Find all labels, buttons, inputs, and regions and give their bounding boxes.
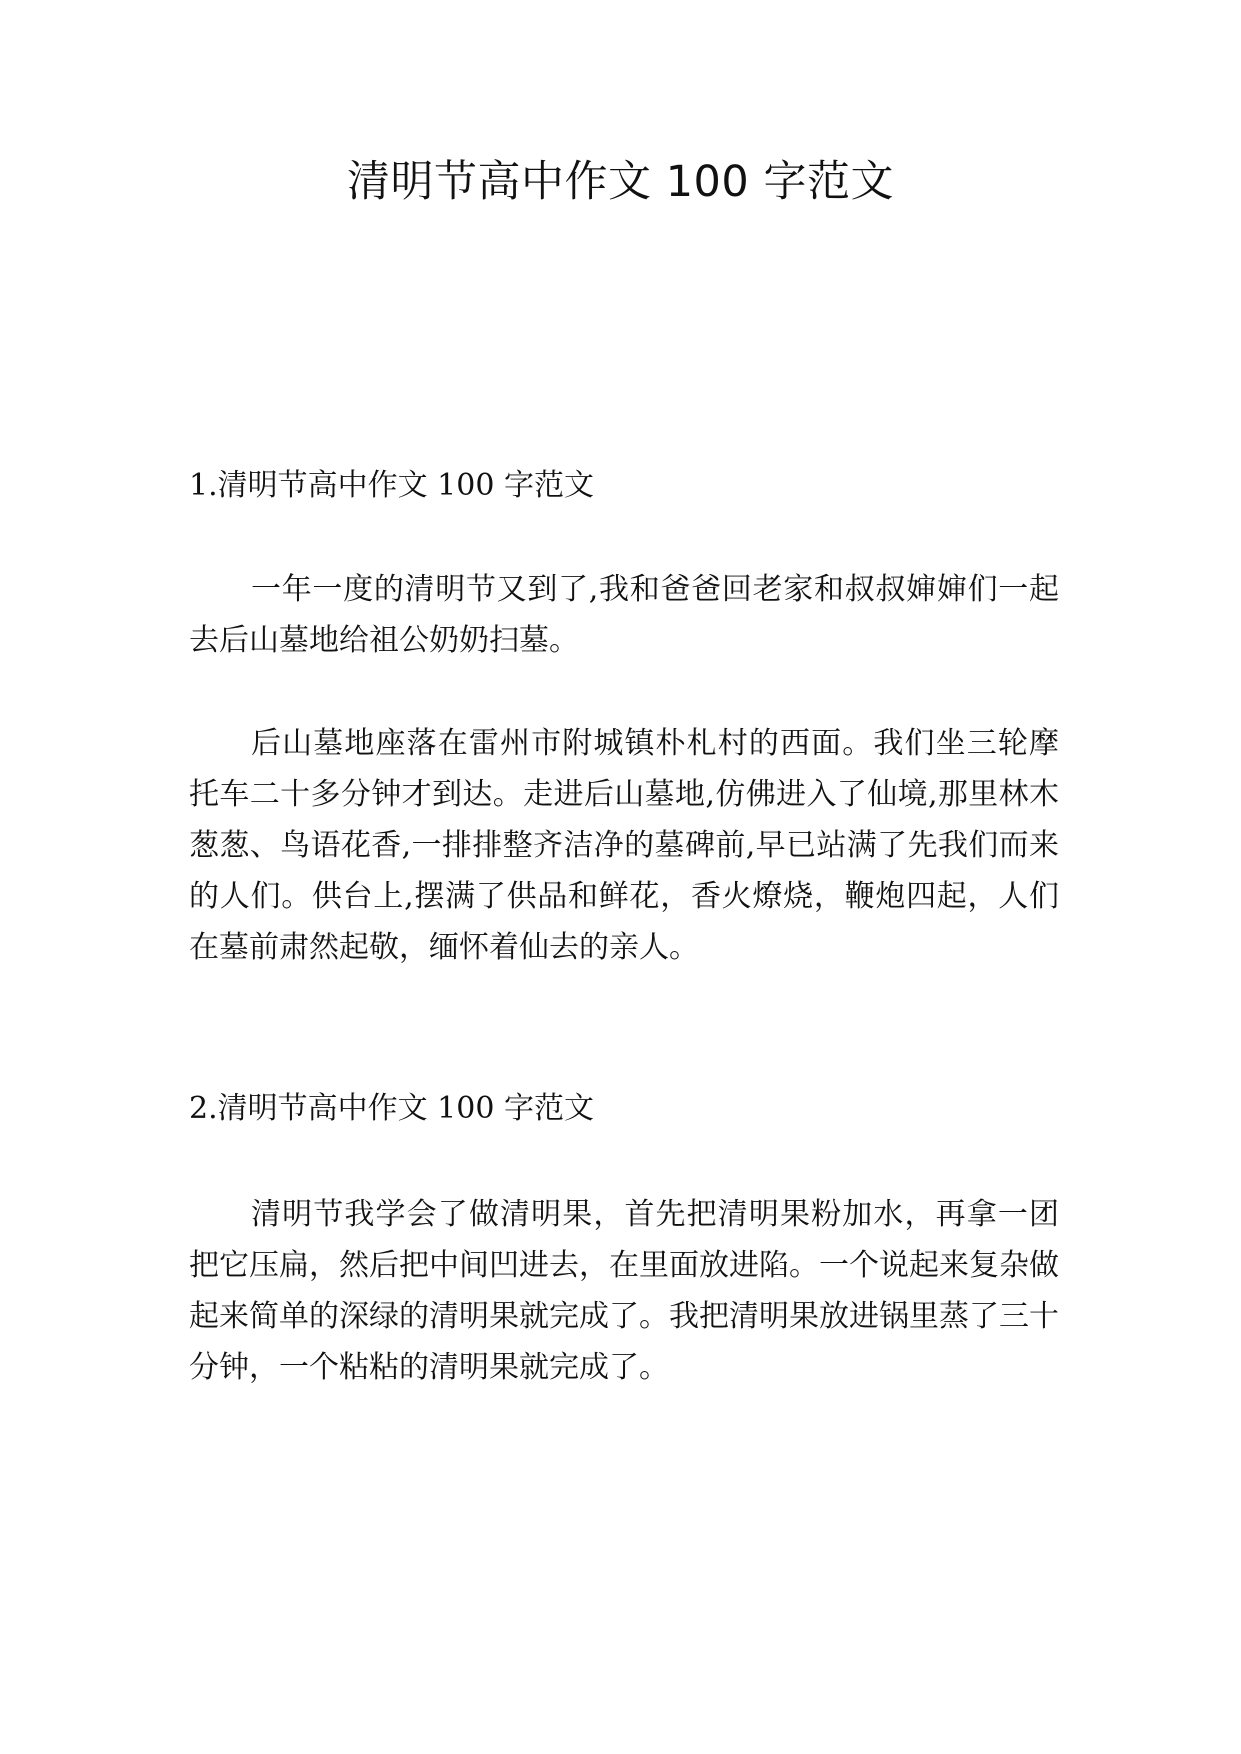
section-1-paragraph-1: 一年一度的清明节又到了,我和爸爸回老家和叔叔婶婶们一起去后山墓地给祖公奶奶扫墓。 xyxy=(189,572,1059,658)
section-heading-1: 1.清明节高中作文 100 字范文 xyxy=(189,468,594,503)
document-title: 清明节高中作文 100 字范文 xyxy=(347,157,894,207)
section-heading-2: 2.清明节高中作文 100 字范文 xyxy=(189,1091,594,1126)
section-1-paragraph-2: 后山墓地座落在雷州市附城镇朴札村的西面。我们坐三轮摩托车二十多分钟才到达。走进后山墓地,仿佛进入了仙境,那里林木葱葱、鸟语花香,一排排整齐洁净的墓碑前,早已站满了先我们而来的人们。供台上,摆满了供品和鲜花，香火燎烧，鞭炮四起，人们在墓前肃然起敬，缅怀着仙去的亲人。 xyxy=(189,726,1059,965)
section-2-paragraph-1: 清明节我学会了做清明果，首先把清明果粉加水，再拿一团把它压扁，然后把中间凹进去，在里面放进陷。一个说起来复杂做起来简单的深绿的清明果就完成了。我把清明果放进锅里蒸了三十分钟，一个粘粘的清明果就完成了。 xyxy=(189,1197,1059,1385)
